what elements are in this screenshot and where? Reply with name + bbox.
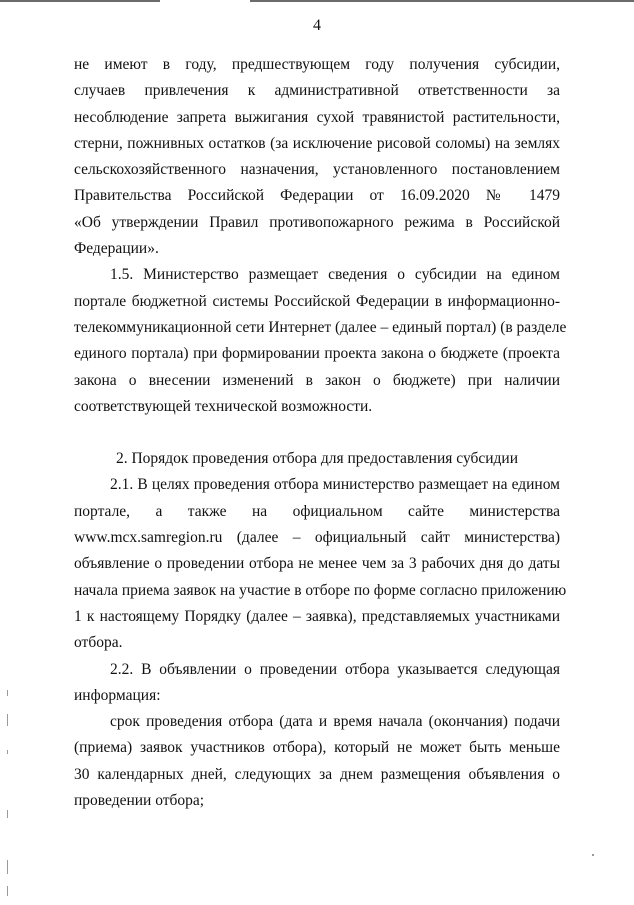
text-line: стерни, пожнивных остатков (за исключение рисовой соломы) на землях xyxy=(74,134,560,152)
text-line: соответствующей технической возможности. xyxy=(74,397,373,415)
scan-top-edge xyxy=(0,0,160,2)
text-line: телекоммуникационной сети Интернет (далее – единый портал) (в разделе xyxy=(74,318,567,336)
text-line: портале бюджетной системы Российской Федерации в информационно- xyxy=(74,292,560,310)
text-line: проведении отбора; xyxy=(74,792,205,810)
paragraph-p-1-5 xyxy=(74,262,567,420)
text-line: отбора. xyxy=(74,634,123,652)
scan-top-edge xyxy=(250,0,634,2)
text-line: срок проведения отбора (дата и время начала (окончания) подачи xyxy=(110,713,560,731)
text-line: объявление о проведении отбора не менее чем за 3 рабочих дня до даты xyxy=(74,555,560,573)
text-line: «Об утверждении Правил противопожарного режима в Российской xyxy=(74,213,560,231)
text-line: 1 к настоящему Порядку (далее – заявка), представляемых участниками xyxy=(74,607,560,625)
text-line: www.mcx.samregion.ru (далее – официальный сайт министерства) xyxy=(74,529,560,547)
text-line: 2.1. В целях проведения отбора министерство размещает на едином xyxy=(110,476,560,494)
text-line: Федерации». xyxy=(74,240,159,258)
paragraph-p-2-1 xyxy=(74,472,567,656)
text-line: единого портала) при формировании проекта закона о бюджете (проекта xyxy=(74,345,560,363)
document-body xyxy=(74,52,567,814)
page-number: 4 xyxy=(313,17,321,34)
text-line: 1.5. Министерство размещает сведения о субсидии на едином xyxy=(110,266,560,284)
text-line: портале, а также на официальном сайте министерства xyxy=(74,502,560,520)
paragraph-group xyxy=(74,472,567,814)
text-line: Правительства Российской Федерации от 16.09.2020 № 1479 xyxy=(74,187,560,205)
text-line: 30 календарных дней, следующих за днем размещения объявления о xyxy=(74,765,560,783)
paragraph-p-term xyxy=(74,709,560,814)
scan-artifact-dot xyxy=(592,854,594,856)
text-line: несоблюдение запрета выжигания сухой травянистой растительности, xyxy=(74,108,560,126)
text-line: сельскохозяйственного назначения, установленного постановлением xyxy=(74,161,560,179)
text-line: не имеют в году, предшествующем году получения субсидии, xyxy=(74,56,560,73)
text-line: начала приема заявок на участие в отборе по форме согласно приложению xyxy=(74,581,567,599)
text-line: закона о внесении изменений в закон о бюджете) при наличии xyxy=(74,371,560,389)
text-line: случаев привлечения к административной ответственности за xyxy=(74,82,560,100)
section-heading: 2. Порядок проведения отбора для предоставления субсидии xyxy=(115,450,519,468)
text-line: 2.2. В объявлении о проведении отбора указывается следующая xyxy=(110,660,560,678)
text-line: (приема) заявок участников отбора), который не может быть меньше xyxy=(74,739,560,757)
section-spacer xyxy=(74,420,560,446)
paragraph-p-2-2 xyxy=(74,657,560,710)
text-line: информация: xyxy=(74,686,161,704)
scan-artifact-marks xyxy=(4,690,12,900)
paragraph-continuation xyxy=(74,52,560,262)
paragraph-group xyxy=(74,52,567,420)
